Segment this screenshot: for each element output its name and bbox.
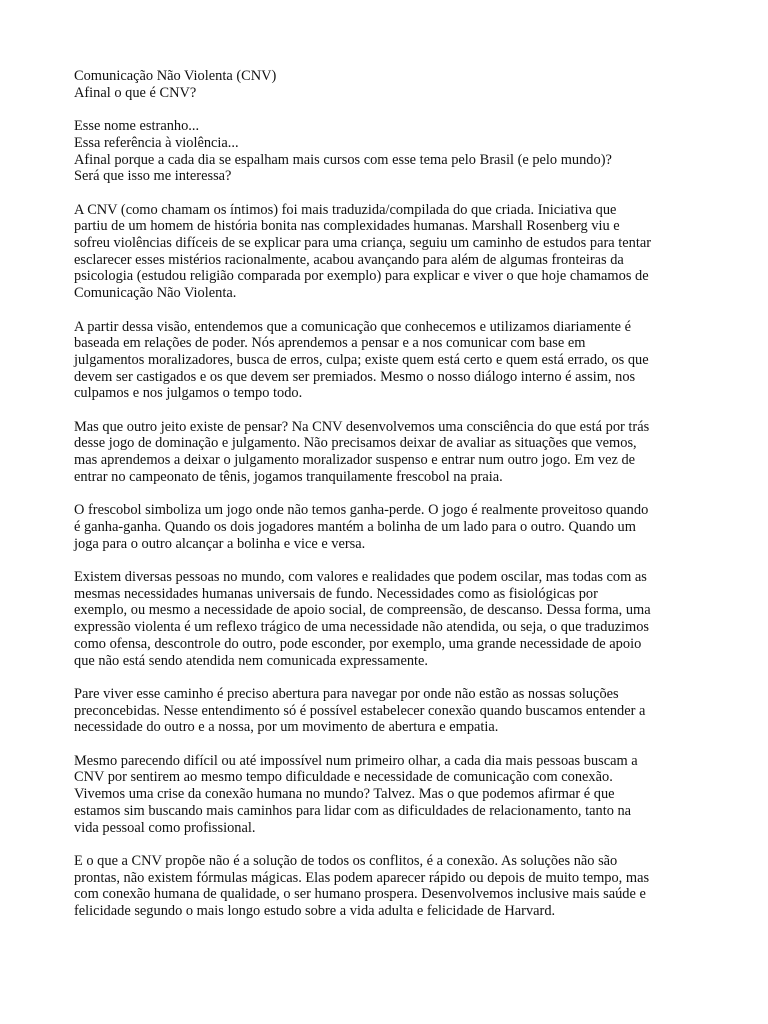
- paragraph-line: prontas, não existem fórmulas mágicas. Elas podem aparecer rápido ou depois de muito tempo, mas: [74, 869, 650, 886]
- paragraph-line: Mas que outro jeito existe de pensar? Na CNV desenvolvemos uma consciência do que está por trás: [74, 418, 650, 435]
- paragraph-line: psicologia (estudou religião comparada por exemplo) para explicar e viver o que hoje chamamos de: [74, 268, 649, 285]
- paragraph-line: baseada em relações de poder. Nós aprendemos a pensar e a nos comunicar com base em: [74, 335, 586, 352]
- paragraph-line: culpamos e nos julgamos o tempo todo.: [74, 385, 303, 402]
- paragraph-line: exemplo, ou mesmo a necessidade de apoio social, de compreensão, de descanso. Dessa forma, uma: [74, 602, 651, 619]
- paragraph-line: O frescobol simboliza um jogo onde não temos ganha-perde. O jogo é realmente proveitoso quando: [74, 502, 649, 519]
- paragraph-line: estamos sim buscando mais caminhos para lidar com as dificuldades de relacionamento, tanto na: [74, 802, 632, 819]
- paragraph-line: como ofensa, descontrole do outro, pode esconder, por exemplo, uma grande necessidade de apoio: [74, 635, 642, 652]
- paragraph-other-way: [74, 419, 704, 486]
- paragraph-line: com conexão humana de qualidade, o ser humano prospera. Desenvolvemos inclusive mais saúde e: [74, 886, 646, 903]
- paragraph-line: julgamentos moralizadores, busca de erros, culpa; existe quem está certo e quem está errado, os que: [74, 351, 649, 368]
- paragraph-line: é ganha-ganha. Quando os dois jogadores mantém a bolinha de um lado para o outro. Quando um: [74, 518, 636, 535]
- paragraph-needs: [74, 569, 704, 669]
- document-subtitle: Afinal o que é CNV?: [74, 84, 197, 101]
- paragraph-line: Mesmo parecendo difícil ou até impossível num primeiro olhar, a cada dia mais pessoas buscam a: [74, 752, 638, 769]
- paragraph-line: esclarecer esses mistérios racionalmente, acabou avançando para além de algumas fronteiras da: [74, 251, 624, 268]
- document-header: [74, 68, 704, 101]
- paragraph-line: A CNV (como chamam os íntimos) foi mais traduzida/compilada do que criada. Iniciativa que: [74, 201, 617, 218]
- paragraph-line: CNV por sentirem ao mesmo tempo dificuldade e necessidade de comunicação com conexão.: [74, 769, 613, 786]
- paragraph-line: entrar no campeonato de tênis, jogamos tranquilamente frescobol na praia.: [74, 468, 503, 485]
- paragraph-line: joga para o outro alcançar a bolinha e vice e versa.: [74, 535, 366, 552]
- paragraph-line: mesmas necessidades humanas universais de fundo. Necessidades como as fisiológicas por: [74, 585, 598, 602]
- intro-line: Esse nome estranho...: [74, 118, 200, 135]
- paragraph-line: necessidade do outro e a nossa, por um movimento de abertura e empatia.: [74, 719, 499, 736]
- paragraph-line: devem ser castigados e os que devem ser premiados. Mesmo o nosso diálogo interno é assim, nos: [74, 368, 636, 385]
- paragraph-line: desse jogo de dominação e julgamento. Não precisamos deixar de avaliar as situações que vemos,: [74, 435, 637, 452]
- paragraph-line: partiu de um homem de história bonita nas complexidades humanas. Marshall Rosenberg viu e: [74, 218, 620, 235]
- paragraph-openness: [74, 686, 704, 736]
- paragraph-line: Pare viver esse caminho é preciso abertura para navegar por onde não estão as nossas soluções: [74, 685, 619, 702]
- document-title: Comunicação Não Violenta (CNV): [74, 68, 277, 84]
- paragraph-line: sofreu violências difíceis de se explicar para uma criança, seguiu um caminho de estudos para tentar: [74, 235, 651, 251]
- paragraph-power: [74, 319, 704, 403]
- paragraph-crisis: [74, 753, 704, 837]
- paragraph-frescobol: [74, 502, 704, 552]
- intro-line: Afinal porque a cada dia se espalham mais cursos com esse tema pelo Brasil (e pelo mundo)?: [74, 151, 612, 168]
- paragraph-origin: [74, 202, 704, 302]
- paragraph-line: felicidade segundo o mais longo estudo sobre a vida adulta e felicidade de Harvard.: [74, 903, 556, 920]
- paragraph-line: expressão violenta é um reflexo trágico de uma necessidade não atendida, ou seja, o que traduzimos: [74, 619, 650, 636]
- paragraph-line: Existem diversas pessoas no mundo, com valores e realidades que podem oscilar, mas todas com as: [74, 569, 647, 585]
- paragraph-line: mas aprendemos a deixar o julgamento moralizador suspenso e entrar num outro jogo. Em vez de: [74, 452, 636, 469]
- document-page: [74, 68, 704, 936]
- paragraph-line: Comunicação Não Violenta.: [74, 285, 237, 302]
- paragraph-line: vida pessoal como profissional.: [74, 819, 256, 836]
- paragraph-line: preconcebidas. Nesse entendimento só é possível estabelecer conexão quando buscamos entender a: [74, 702, 646, 719]
- paragraph-line: E o que a CNV propõe não é a solução de todos os conflitos, é a conexão. As soluções não são: [74, 852, 618, 869]
- paragraph-conclusion: [74, 853, 704, 920]
- paragraph-line: Vivemos uma crise da conexão humana no mundo? Talvez. Mas o que podemos afirmar é que: [74, 786, 615, 803]
- intro-line: Será que isso me interessa?: [74, 168, 232, 185]
- paragraph-line: A partir dessa visão, entendemos que a comunicação que conhecemos e utilizamos diariamente é: [74, 318, 632, 335]
- intro-line: Essa referência à violência...: [74, 134, 239, 151]
- intro-questions: [74, 118, 704, 185]
- paragraph-line: que não está sendo atendida nem comunicada expressamente.: [74, 652, 429, 669]
